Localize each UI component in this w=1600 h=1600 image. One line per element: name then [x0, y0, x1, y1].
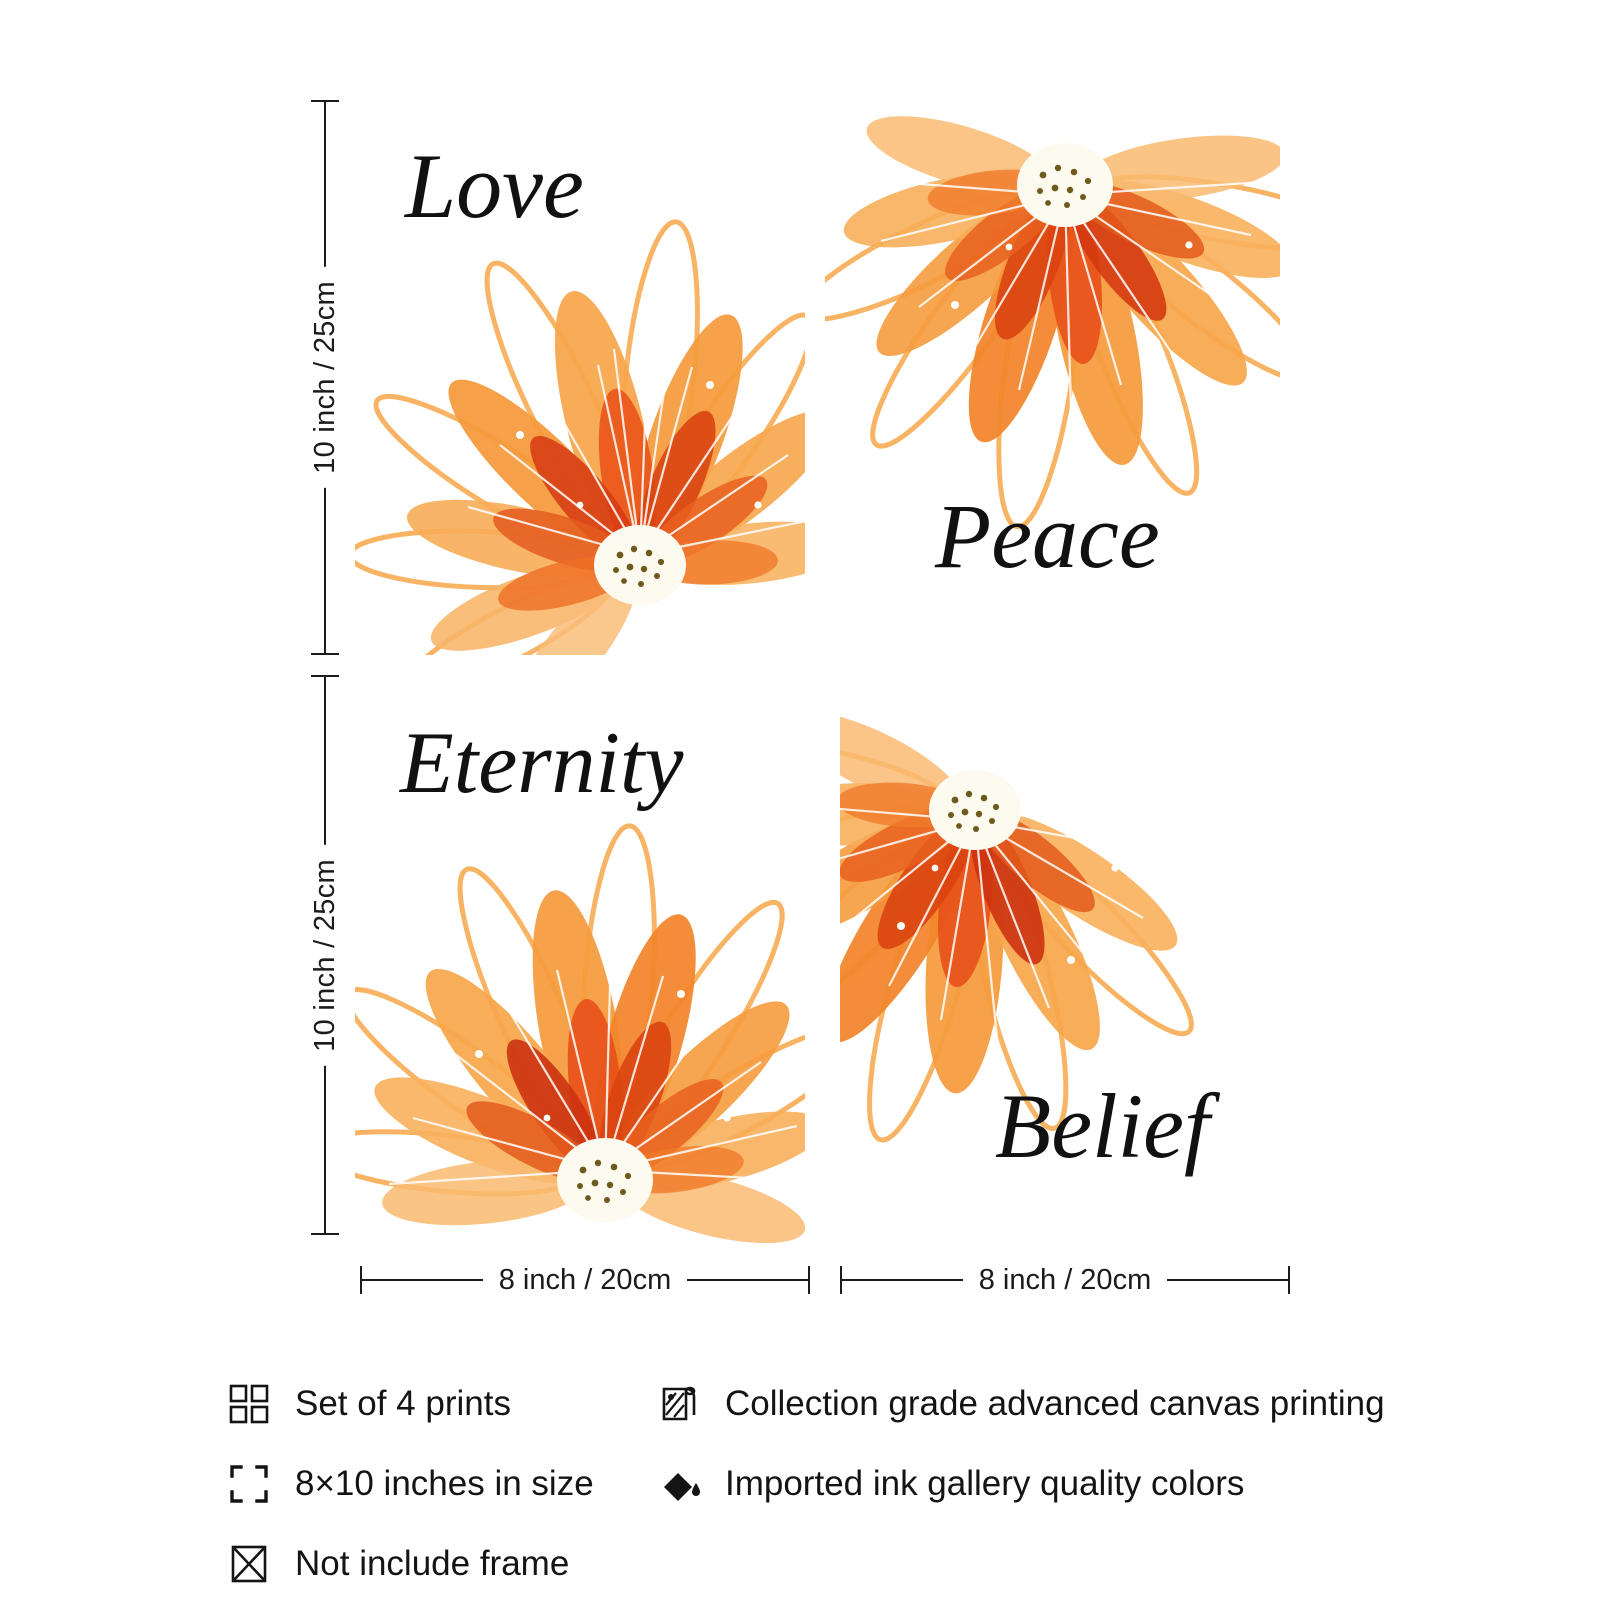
feature-column-left — [225, 1375, 655, 1593]
feature-set-of-prints — [225, 1375, 655, 1433]
ruler-cap-right — [808, 1266, 810, 1294]
feature-list — [225, 1375, 1515, 1593]
panel-word-love: Love — [405, 135, 584, 237]
dimension-height-bottom — [295, 675, 355, 1235]
no-frame-icon — [225, 1540, 273, 1588]
ruler-cap-top — [311, 675, 339, 677]
panel-word-peace: Peace — [935, 485, 1160, 587]
ruler-cap-right — [1288, 1266, 1290, 1294]
ruler-cap-left — [360, 1266, 362, 1294]
dimension-width-left-label: 8 inch / 20cm — [483, 1262, 687, 1299]
panel-word-belief: Belief — [995, 1075, 1210, 1177]
feature-label: 8×10 inches in size — [295, 1464, 594, 1503]
canvas-roll-icon — [655, 1380, 703, 1428]
feature-no-frame — [225, 1535, 655, 1593]
feature-label: Collection grade advanced canvas printing — [725, 1384, 1385, 1423]
feature-imported-ink — [655, 1455, 1515, 1513]
feature-column-right — [655, 1375, 1515, 1593]
dimension-height-top — [295, 100, 355, 655]
dimension-height-top-label: 10 inch / 25cm — [307, 267, 344, 488]
dimension-width-right — [840, 1255, 1290, 1305]
panel-word-eternity: Eternity — [400, 715, 684, 812]
ruler-cap-top — [311, 100, 339, 102]
feature-label: Set of 4 prints — [295, 1384, 511, 1423]
crop-frame-icon — [225, 1460, 273, 1508]
ruler-cap-left — [840, 1266, 842, 1294]
ink-drop-icon — [655, 1460, 703, 1508]
feature-print-size — [225, 1455, 655, 1513]
feature-label: Imported ink gallery quality colors — [725, 1464, 1245, 1503]
ruler-cap-bottom — [311, 1233, 339, 1235]
feature-canvas-printing — [655, 1375, 1515, 1433]
dimension-height-bottom-label: 10 inch / 25cm — [307, 845, 344, 1066]
four-squares-icon — [225, 1380, 273, 1428]
dimension-width-right-label: 8 inch / 20cm — [963, 1262, 1167, 1299]
ruler-cap-bottom — [311, 653, 339, 655]
dimension-width-left — [360, 1255, 810, 1305]
feature-label: Not include frame — [295, 1544, 570, 1583]
